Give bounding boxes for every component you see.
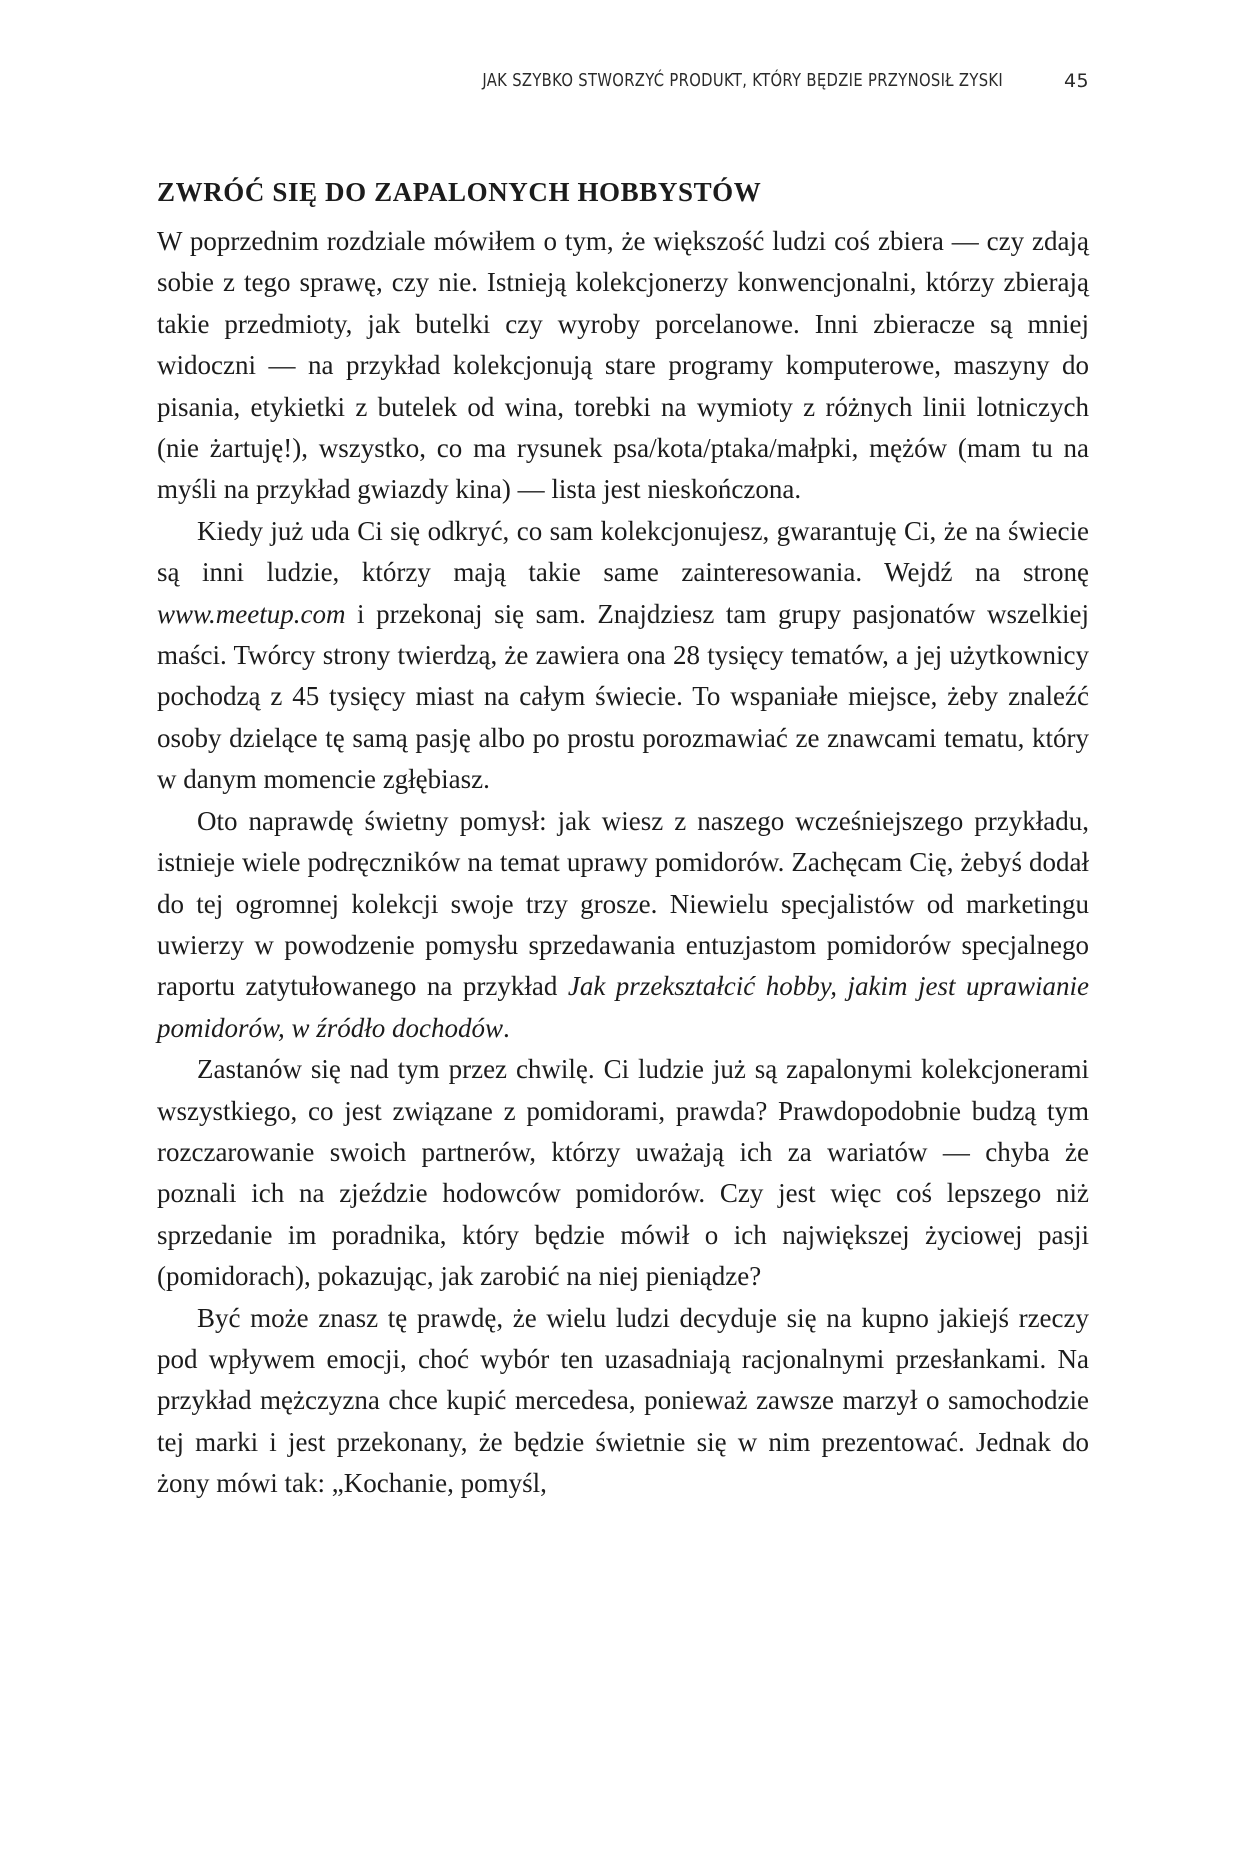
running-title: JAK SZYBKO STWORZYĆ PRODUKT, KTÓRY BĘDZIE PRZYNOSIŁ ZYSKI: [482, 70, 1003, 91]
paragraph-3-text-before: Oto naprawdę świetny pomysł: jak wiesz z naszego wcześniejszego przykładu, istnieje wiele podręczników na temat uprawy pomidorów. Zachęcam Cię, żebyś dodał do tej ogromnej kolekcji swoje trzy grosze. Niewielu specjalistów od marketingu uwierzy w powodzenie pomysłu sprzedawania entuzjastom pomidorów specjalnego raportu zatytułowanego na przykład: [157, 805, 1089, 1002]
page-number: 45: [1064, 70, 1089, 92]
section-heading: ZWRÓĆ SIĘ DO ZAPALONYCH HOBBYSTÓW: [157, 177, 762, 207]
paragraph-3: [157, 801, 1089, 1049]
paragraph-5: Być może znasz tę prawdę, że wielu ludzi decyduje się na kupno jakiejś rzeczy pod wpływem emocji, choć wybór ten uzasadniają racjonalnymi przesłankami. Na przykład mężczyzna chce kupić mercedesa, ponieważ zawsze marzył o samochodzie tej marki i jest przekonany, że będzie świetnie się w nim prezentować. Jednak do żony mówi tak: „Kochanie, pomyśl,: [157, 1302, 1089, 1499]
page-content: [157, 172, 1089, 1505]
paragraph-1: W poprzednim rozdziale mówiłem o tym, że większość ludzi coś zbiera — czy zdają sobie z tego sprawę, czy nie. Istnieją kolekcjonerzy konwencjonalni, którzy zbierają takie przedmioty, jak butelki czy wyroby porcelanowe. Inni zbieracze są mniej widoczni — na przykład kolekcjonują stare programy komputerowe, maszyny do pisania, etykietki z butelek od wina, torebki na wymioty z różnych linii lotniczych (nie żartuję!), wszystko, co ma rysunek psa/kota/ptaka/małpki, mężów (mam tu na myśli na przykład gwiazdy kina) — lista jest nieskończona.: [157, 226, 1089, 505]
paragraph-3-text-after: .: [503, 1012, 510, 1043]
running-header: [157, 70, 1089, 100]
paragraph-4: Zastanów się nad tym przez chwilę. Ci ludzie już są zapalonymi kolekcjonerami wszystkiego, co jest związane z pomidorami, prawda? Prawdopodobnie budzą tym rozczarowanie swoich partnerów, którzy uważają ich za wariatów — chyba że poznali ich na zjeździe hodowców pomidorów. Czy jest więc coś lepszego niż sprzedanie im poradnika, który będzie mówił o ich największej życiowej pasji (pomidorach), pokazując, jak zarobić na niej pieniądze?: [157, 1054, 1089, 1292]
report-title: Jak przekształcić hobby, jakim jest uprawianie pomidorów, w źródło dochodów: [157, 971, 1089, 1043]
paragraph-2: [157, 511, 1089, 801]
paragraph-2-text-before: Kiedy już uda Ci się odkryć, co sam kolekcjonujesz, gwarantuję Ci, że na świecie są inni ludzie, którzy mają takie same zainteresowania. Wejdź na stronę: [157, 515, 1089, 588]
paragraph-2-text-after: i przekonaj się sam. Znajdziesz tam grupy pasjonatów wszelkiej maści. Twórcy strony twierdzą, że zawiera ona 28 tysięcy tematów, a jej użytkownicy pochodzą z 45 tysięcy miast na całym świecie. To wspaniałe miejsce, żeby znaleźć osoby dzielące tę samą pasję albo po prostu porozmawiać ze znawcami tematu, który w danym momencie zgłębiasz.: [157, 598, 1089, 795]
meetup-link-text: www.meetup.com: [157, 598, 346, 629]
